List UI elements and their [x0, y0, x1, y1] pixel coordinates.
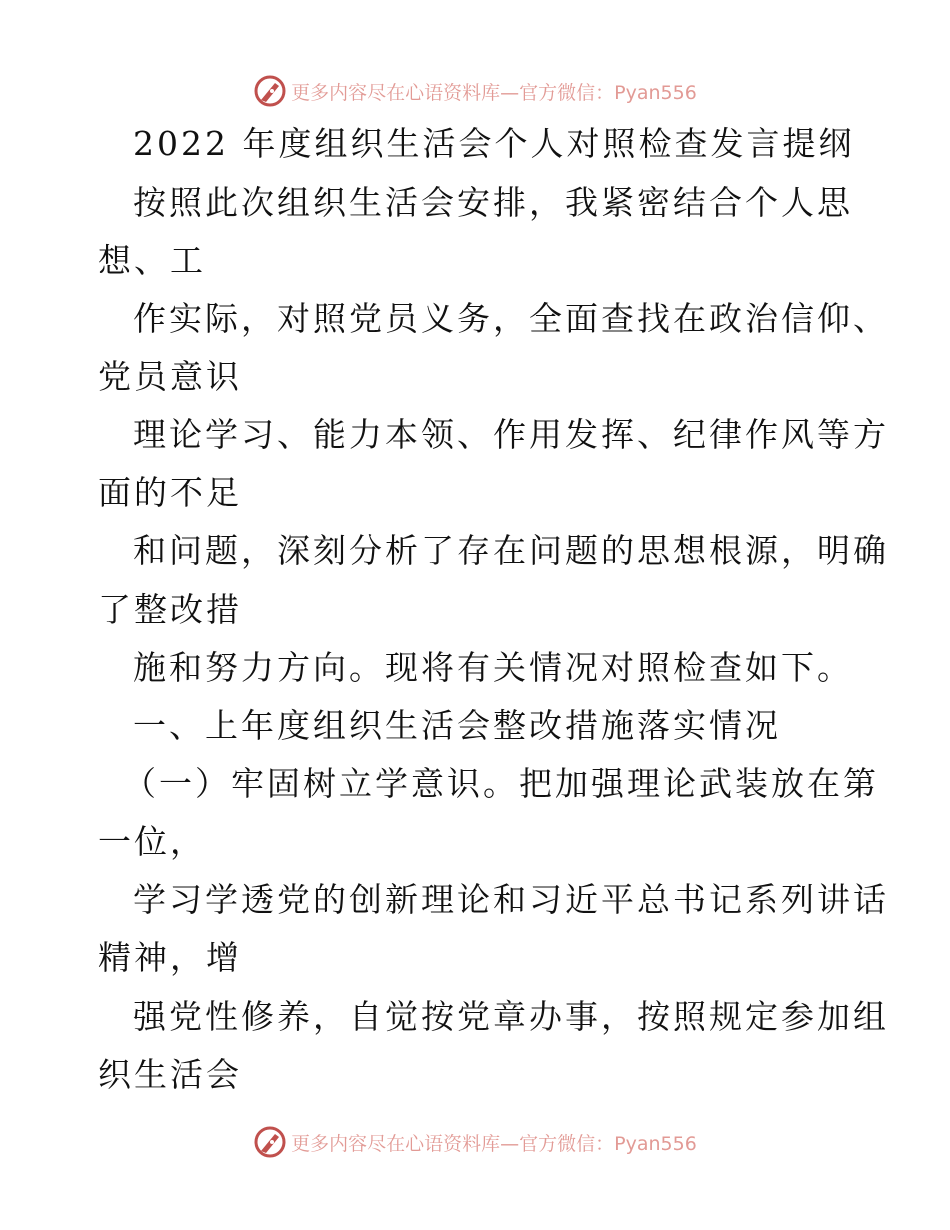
paragraph-line: （一）牢固树立学意识。把加强理论武装放在第 — [123, 764, 879, 803]
paragraph-line: 党员意识 — [98, 357, 242, 396]
paragraph-line: 按照此次组织生活会安排，我紧密结合个人思 — [133, 183, 853, 222]
section-heading: 一、上年度组织生活会整改措施落实情况 — [133, 706, 781, 745]
paragraph-line: 一位， — [98, 822, 206, 861]
watermark-footer — [0, 1122, 950, 1162]
watermark-text: 更多内容尽在心语资料库—官方微信：Pyan556 — [291, 1132, 697, 1155]
paragraph-line: 精神，增 — [98, 938, 242, 977]
paragraph-line: 理论学习、能力本领、作用发挥、纪律作风等方 — [133, 415, 889, 454]
pen-nib-logo-icon — [253, 1125, 287, 1159]
paragraph-line: 和问题，深刻分析了存在问题的思想根源，明确 — [133, 531, 889, 570]
pen-nib-logo-icon — [253, 74, 287, 108]
watermark-header — [0, 71, 950, 111]
watermark-text: 更多内容尽在心语资料库—官方微信：Pyan556 — [291, 81, 697, 104]
paragraph-line: 了整改措 — [98, 590, 242, 629]
paragraph-line: 面的不足 — [98, 473, 242, 512]
paragraph-line: 作实际，对照党员义务，全面查找在政治信仰、 — [133, 299, 889, 338]
paragraph-line: 想、工 — [98, 241, 206, 280]
document-title: 2022 年度组织生活会个人对照检查发言提纲 — [133, 124, 855, 163]
paragraph-line: 学习学透党的创新理论和习近平总书记系列讲话 — [133, 880, 889, 919]
paragraph-line: 施和努力方向。现将有关情况对照检查如下。 — [133, 648, 853, 687]
paragraph-line: 织生活会 — [98, 1055, 242, 1094]
paragraph-line: 强党性修养，自觉按党章办事，按照规定参加组 — [133, 997, 889, 1036]
